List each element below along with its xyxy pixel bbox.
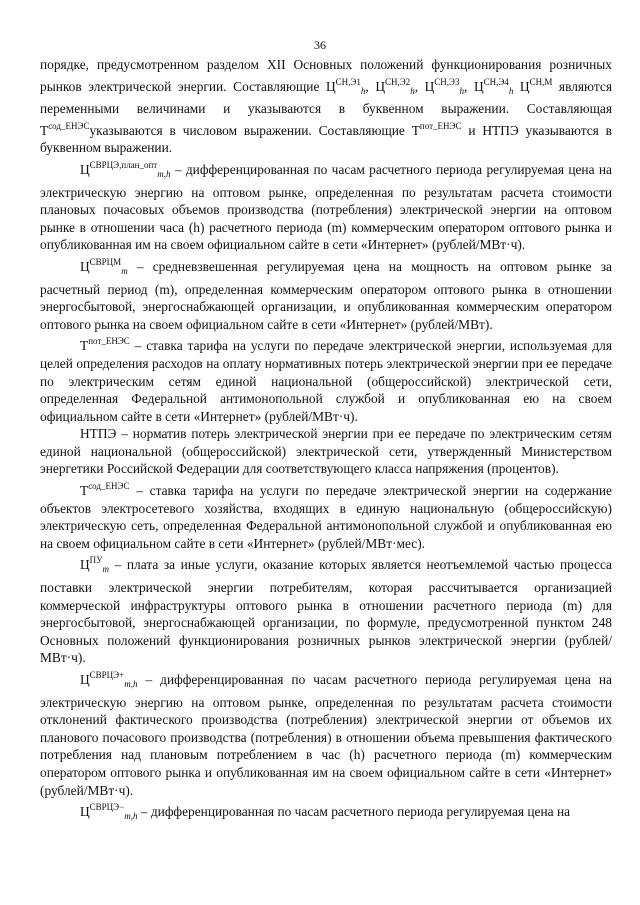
formula-symbol: НТПЭ: [80, 426, 117, 442]
definition-paragraph: [40, 425, 612, 478]
definition-paragraph: [40, 333, 612, 425]
formula-t1: $Т^{сод\_ЕНЭС}$: [40, 120, 90, 138]
definition-paragraph: [40, 478, 612, 552]
definition-text: – норматив потерь электрической энергии при ее передаче по электрическим сетям единой национальной (общероссийской) электрической сети, утвержденный Министерством энергетики Российской Федерации для соответствующего класса напряжения (процентов).: [40, 426, 612, 477]
definition-text: – средневзвешенная регулируемая цена на мощность на оптовом рынке за расчетный период (m), определенная коммерческим оператором оптового рынка в отношении энергосбытовой, энергоснабжающей организации, и опубликованная коммерческим оператором оптового рынка на своем официальном сайте в сети «Интернет» (рублей/МВт).: [40, 258, 612, 332]
formula-symbol: $Ц^{СВРЦЭ-}_{m,h}$: [80, 802, 138, 822]
formula-c4: $Ц^{СН,Э4}_h$: [473, 76, 514, 96]
definition-text: – ставка тарифа на услуги по передаче электрической энергии, используемая для целей определения расходов на оплату нормативных потерь электрической энергии при ее передаче по электрическим сетям единой национальной (общероссийской) электрической сети, определенная Федеральной антимонопольной службой и опубликованная ею на своем официальном сайте в сети «Интернет» (рублей/МВт·ч).: [40, 338, 612, 424]
intro-text-4: и НТПЭ указываются в буквенном выражении.: [40, 122, 612, 156]
formula-c3: $Ц^{СН,Э3}_h$: [424, 76, 464, 96]
formula-c1: $Ц^{СН,Э1}_h$: [326, 76, 366, 96]
intro-text-3: указываются в числовом выражении. Составляющие: [89, 122, 412, 138]
formula-symbol: $Ц^{СВРЦЭ,план\_опт}_{m,h}$: [80, 159, 171, 179]
definition-paragraph: [40, 157, 612, 254]
formula-symbol: $Ц^{ПУ}_m$: [80, 555, 110, 575]
definition-paragraph: [40, 667, 612, 799]
formula-symbol: $Т^{сод\_ЕНЭС}$: [80, 481, 130, 499]
formula-symbol: $Ц^{СВРЦЭ+}_{m,h}$: [80, 670, 138, 689]
definition-text: – дифференцированная по часам расчетного периода регулируемая цена на электрическую энергию на оптовом рынке, определенная по результатам расчета стоимости плановых почасовых объемов производства (потребления) электрической энергии на оптовом рынке в отношении часа (h) расчетного периода (m) коммерческим оператором оптового рынка и опубликованная им на своем официальном сайте в сети «Интернет» (рублей/МВт·ч).: [40, 161, 612, 253]
formula-c2: $Ц^{СН,Э2}_h$: [375, 76, 415, 96]
definition-text: – ставка тарифа на услуги по передаче электрической энергии на содержание объектов электросетевого хозяйства, входящих в единую национальную (общероссийскую) электрическую сеть, определенная Федеральной антимонопольной службой и опубликованная ею на своем официальном сайте в сети «Интернет» (рублей/МВт·мес).: [40, 483, 612, 551]
definition-text: – плата за иные услуги, оказание которых является неотъемлемой частью процесса поставки электрической энергии потребителям, которая рассчитывается организацией коммерческой инфраструктуры оптового рынка в отношении расчетного периода (m) для энергосбытовой, энергоснабжающей организации, по формуле, предусмотренной пунктом 248 Основных положений функционирования розничных рынков электрической энергии (рублей/МВт·ч).: [40, 557, 612, 666]
formula-cm: $Ц^{СН,М}$: [519, 76, 553, 94]
formula-symbol: $Ц^{СВРЦМ}_m$: [80, 256, 128, 276]
intro-paragraph: порядке, предусмотренном разделом XII Основных положений функционирования розничных рынков электрической энергии. Составляющие $Ц^{СН,Э1}_h$, $Ц^{СН,Э2}_h$, $Ц^{СН,Э3}_h$, $Ц^{СН,Э4}_h$ $Ц^{СН,М}$ являются переменными величинами и указываются в буквенном выражении. Составляющая $Т^{сод\_ЕНЭС}указываются$ в числовом выражении. Составляющие $Т^{пот\_ЕНЭС}$ и НТПЭ указываются в буквенном выражении.: [40, 57, 612, 156]
document-body: [40, 56, 612, 826]
definition-paragraph: [40, 552, 612, 667]
definition-paragraph: [40, 254, 612, 333]
intro-text-1: порядке, предусмотренном разделом XII Основных положений функционирования розничных рынков электрической энергии. Составляющие: [40, 57, 612, 94]
definition-paragraph: [40, 799, 612, 826]
page-number: 36: [314, 38, 326, 52]
intro-text-2: являются переменными величинами и указываются в буквенном выражении. Составляющая: [40, 78, 612, 117]
definitions-list: [40, 157, 612, 826]
definition-text: – дифференцированная по часам расчетного периода регулируемая цена на: [137, 804, 571, 820]
formula-t2: $Т^{пот\_ЕНЭС}$: [411, 120, 462, 138]
definition-text: – дифференцированная по часам расчетного периода регулируемая цена на электрическую энергию на оптовом рынке, определенная по результатам расчета стоимости отклонений фактического производства (потребления) электрической энергии от объемов их планового почасового производства (потребления) в отношении объема превышения фактического потребления над плановым потреблением в час (h) расчетного периода (m) коммерческим оператором оптового рынка и опубликованная им на своем официальном сайте в сети «Интернет» (рублей/МВт·ч).: [40, 672, 612, 798]
formula-symbol: $Т^{пот\_ЕНЭС}$: [80, 336, 130, 354]
